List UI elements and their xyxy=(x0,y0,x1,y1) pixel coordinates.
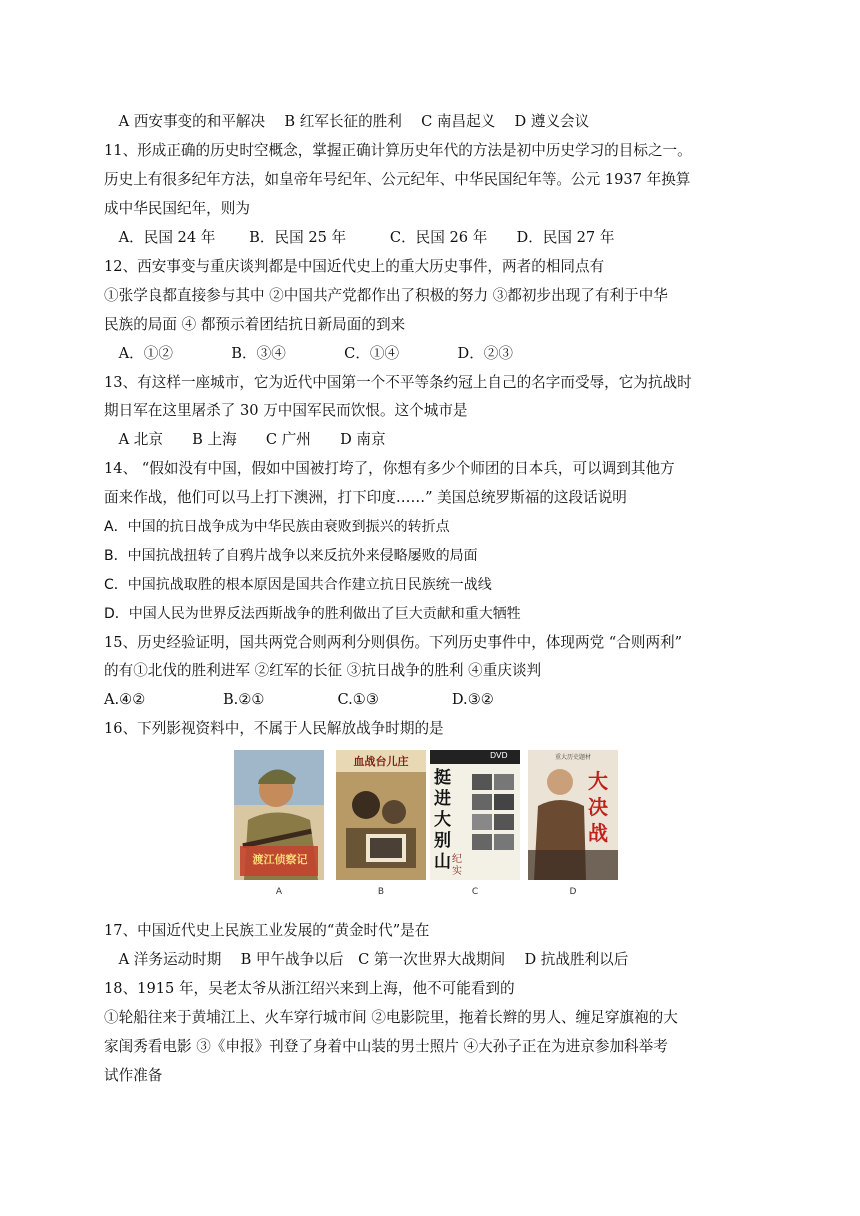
poster-b xyxy=(336,750,426,880)
question-18-line-2: ①轮船往来于黄埔江上、火车穿行城市间 ②电影院里，拖着长辫的男人、缠足穿旗袍的大 xyxy=(104,1009,678,1026)
question-12-options: A．①② B．③④ C．①④ D．②③ xyxy=(104,345,513,362)
question-14-line-2: 面来作战，他们可以马上打下澳洲，打下印度……” 美国总统罗斯福的这段话说明 xyxy=(104,489,627,506)
option-line-q10: A 西安事变的和平解决 B 红军长征的胜利 C 南昌起义 D 遵义会议 xyxy=(104,113,590,130)
question-14-option-d: D．中国人民为世界反法西斯战争的胜利做出了巨大贡献和重大牺牲 xyxy=(104,606,521,622)
question-14-option-b: B．中国抗战扭转了自鸦片战争以来反抗外来侵略屡败的局面 xyxy=(104,548,478,564)
poster-d-title: 大决战 xyxy=(588,769,608,845)
question-14-option-c: C．中国抗战取胜的根本原因是国共合作建立抗日民族统一战线 xyxy=(104,577,492,593)
question-17-line-1: 17、中国近代史上民族工业发展的“黄金时代”是在 xyxy=(104,922,430,939)
poster-b-title: 血战台儿庄 xyxy=(353,755,409,768)
poster-d xyxy=(528,750,618,880)
question-13-line-1: 13、有这样一座城市，它为近代中国第一个不平等条约冠上自己的名字而受辱，它为抗战时 xyxy=(104,374,692,391)
poster-c-label: C xyxy=(471,887,479,897)
question-13-line-2: 期日军在这里屠杀了 30 万中国军民而饮恨。这个城市是 xyxy=(104,402,468,419)
poster-d-extra: 重大历史题材 xyxy=(554,754,591,761)
question-18-line-3: 家闺秀看电影 ③《申报》刊登了身着中山装的男士照片 ④大孙子正在为进京参加科举考 xyxy=(104,1038,668,1055)
question-14-option-a: A．中国的抗日战争成为中华民族由衰败到振兴的转折点 xyxy=(104,519,450,535)
poster-b-label: B xyxy=(377,887,385,897)
poster-c-badge: DVD xyxy=(490,751,508,760)
poster-c-title: 挺进大别山 xyxy=(434,768,451,872)
question-14-line-1: 14、 “假如没有中国，假如中国被打垮了，你想有多少个师团的日本兵，可以调到其他方 xyxy=(104,460,675,477)
question-15-options: A.④② B.②① C.①③ D.③② xyxy=(104,691,494,708)
question-18-line-4: 试作准备 xyxy=(104,1067,163,1084)
poster-a-label: A xyxy=(275,887,283,897)
poster-c-extra: 纪实 xyxy=(452,854,462,877)
question-12-line-2: ①张学良都直接参与其中 ②中国共产党都作出了积极的努力 ③都初步出现了有利于中华 xyxy=(104,287,668,304)
film-posters-figure xyxy=(230,750,625,905)
question-15-line-1: 15、历史经验证明，国共两党合则两利分则俱伤。下列历史事件中，体现两党 “合则两利” xyxy=(104,634,683,651)
question-16-line-1: 16、下列影视资料中，不属于人民解放战争时期的是 xyxy=(104,720,444,737)
poster-c xyxy=(430,750,520,880)
question-11-line-2: 历史上有很多纪年方法，如皇帝年号纪年、公元纪年、中华民国纪年等。公元 1937 年换算 xyxy=(104,171,691,188)
question-13-options: A 北京 B 上海 C 广州 D 南京 xyxy=(104,431,386,448)
poster-a xyxy=(234,750,324,880)
question-11-options: A．民国 24 年 B．民国 25 年 C．民国 26 年 D．民国 27 年 xyxy=(104,229,615,246)
question-11-line-1: 11、形成正确的历史时空概念，掌握正确计算历史年代的方法是初中历史学习的目标之一。 xyxy=(104,142,692,159)
question-18-line-1: 18、1915 年，吴老太爷从浙江绍兴来到上海，他不可能看到的 xyxy=(104,980,515,997)
poster-d-label: D xyxy=(569,887,577,897)
question-11-line-3: 成中华民国纪年，则为 xyxy=(104,200,250,217)
poster-a-title: 渡江侦察记 xyxy=(252,853,308,866)
question-12-line-1: 12、西安事变与重庆谈判都是中国近代史上的重大历史事件，两者的相同点有 xyxy=(104,258,605,275)
question-15-line-2: 的有①北伐的胜利进军 ②红军的长征 ③抗日战争的胜利 ④重庆谈判 xyxy=(104,662,542,679)
question-17-options: A 洋务运动时期 B 甲午战争以后 C 第一次世界大战期间 D 抗战胜利以后 xyxy=(104,951,629,968)
question-12-line-3: 民族的局面 ④ 都预示着团结抗日新局面的到来 xyxy=(104,316,406,333)
